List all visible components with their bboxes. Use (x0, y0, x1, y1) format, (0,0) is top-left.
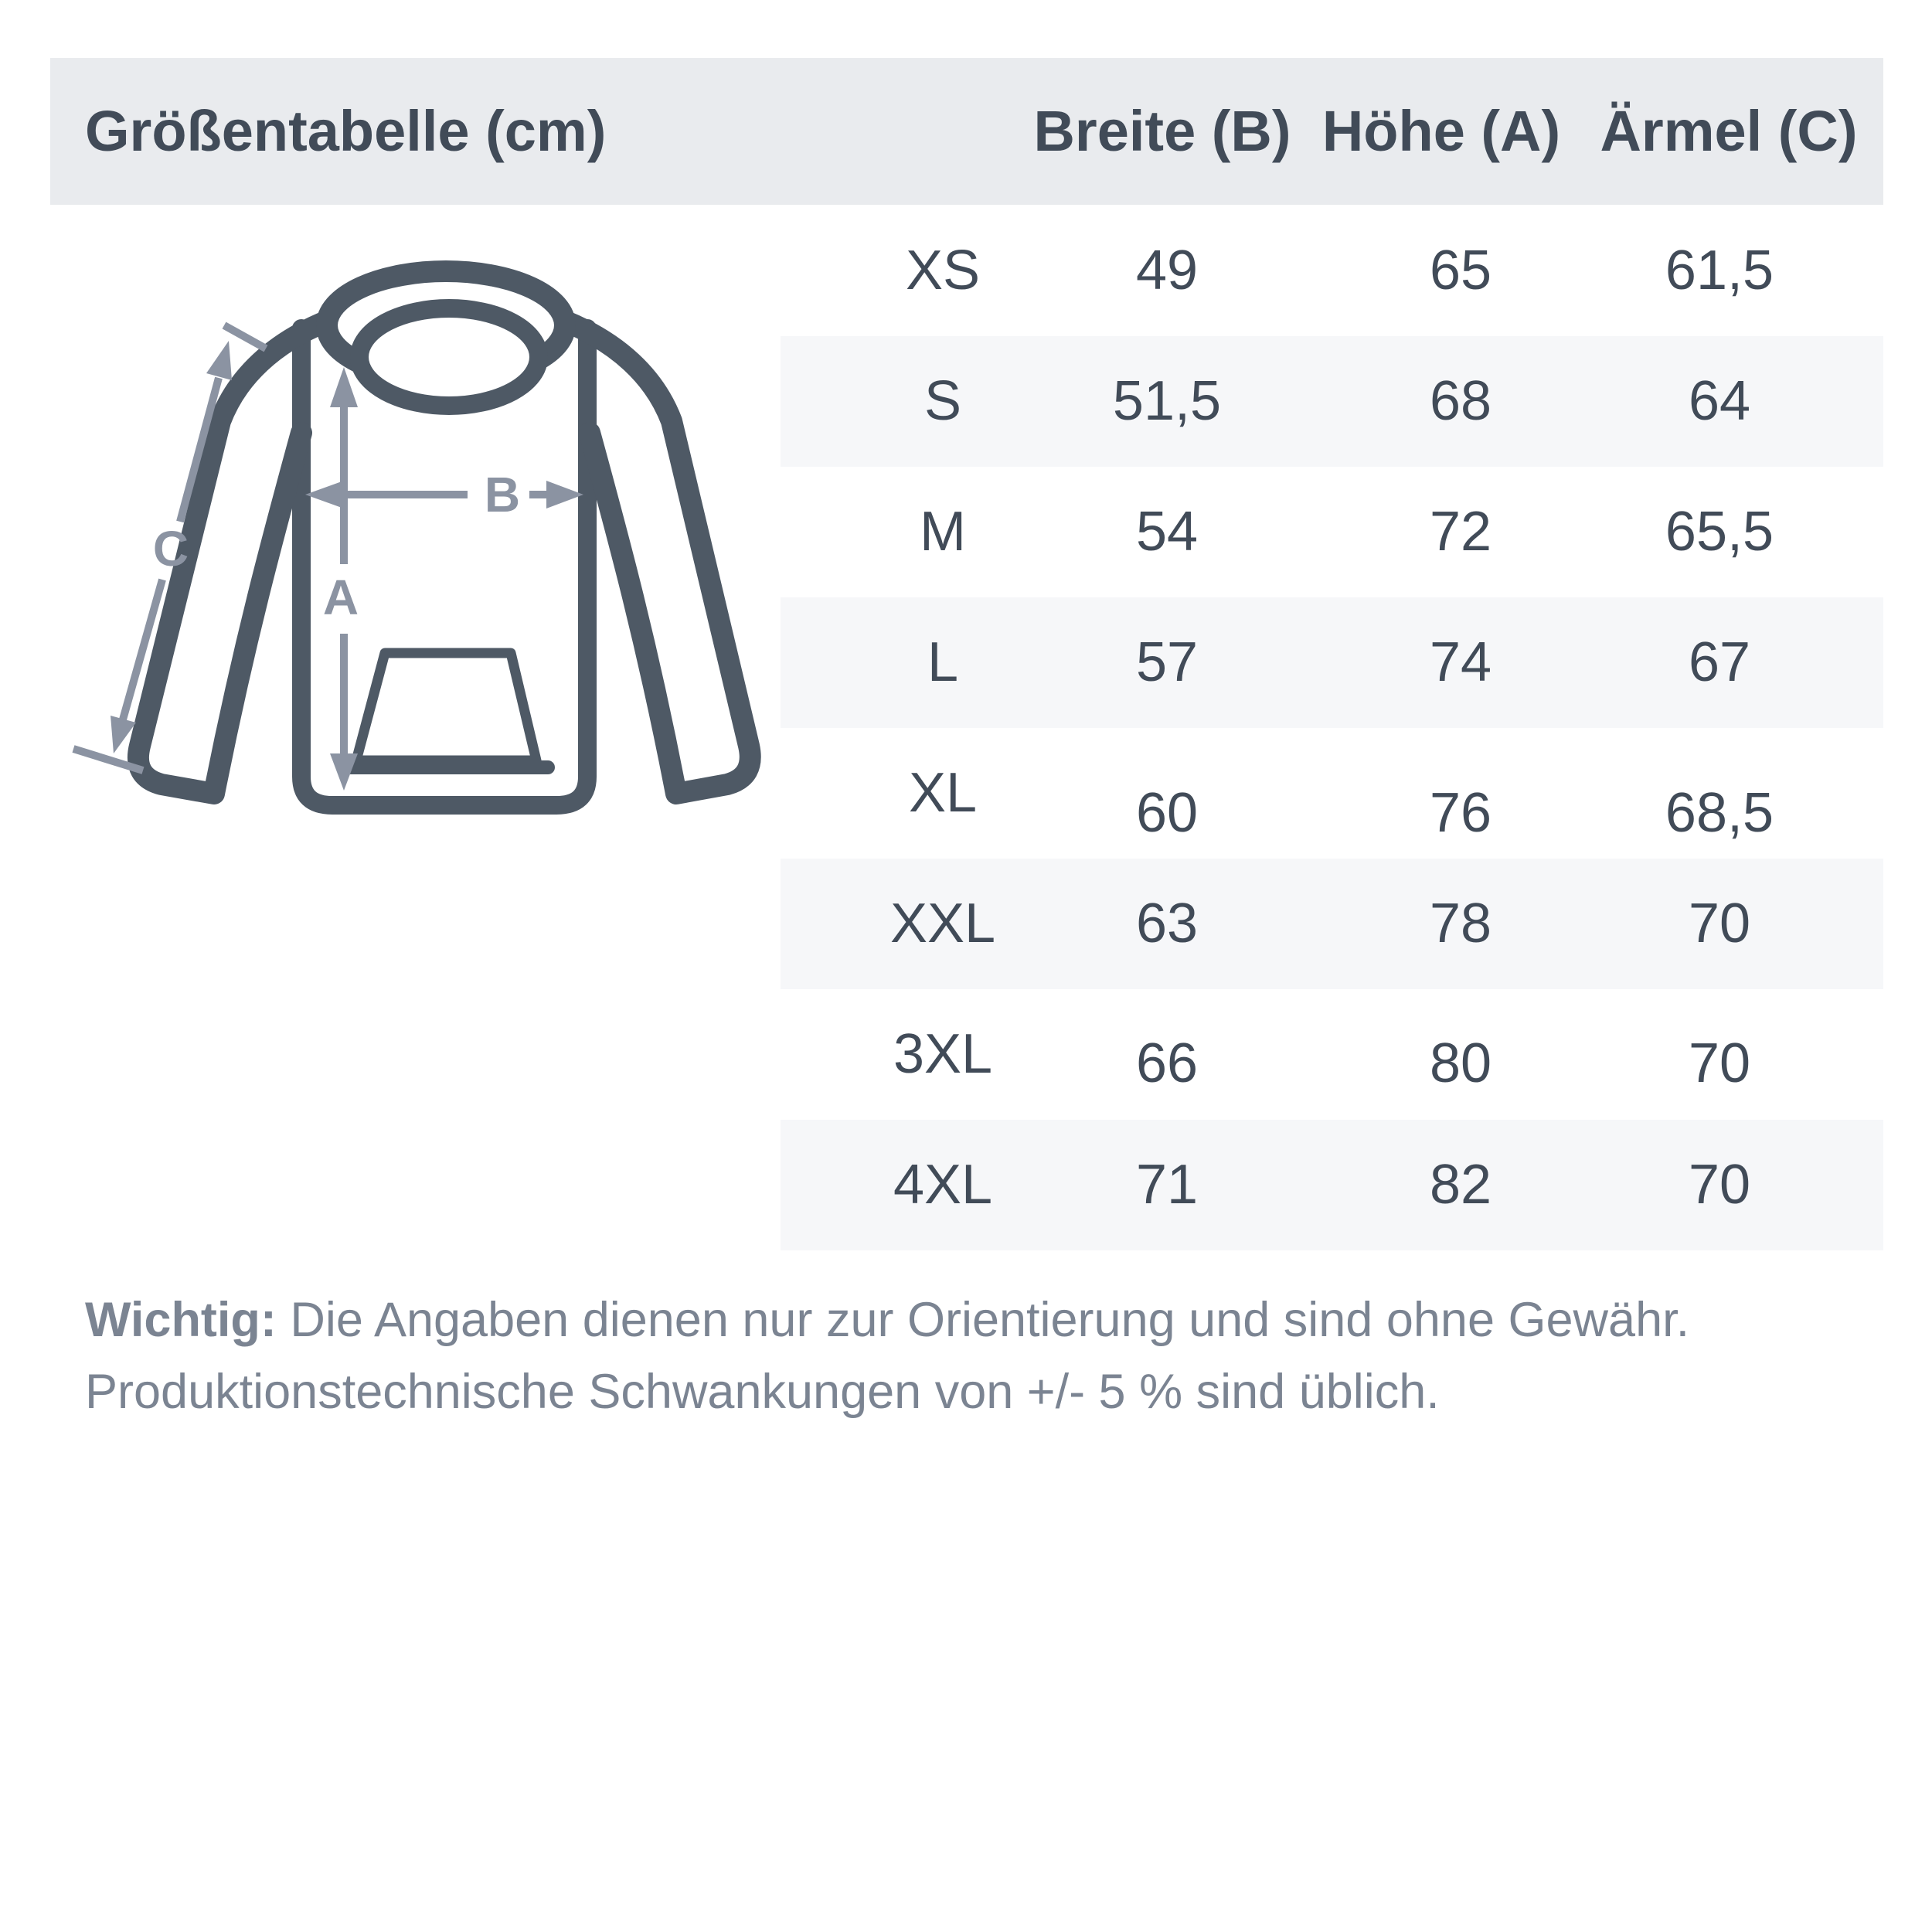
aermel-cell: 68,5 (1665, 782, 1774, 844)
aermel-cell: 70 (1688, 1154, 1751, 1216)
disclaimer-line-2: Produktionstechnische Schwankungen von +/- 5 % sind üblich. (85, 1365, 1440, 1419)
size-cell: XS (905, 240, 981, 301)
aermel-cell: 70 (1688, 1032, 1751, 1094)
arrow-b-right (546, 481, 583, 509)
aermel-cell: 70 (1688, 893, 1751, 954)
label-b: B (484, 467, 521, 522)
aermel-cell: 65,5 (1665, 501, 1774, 563)
disclaimer-line-1 (85, 1284, 1862, 1356)
hood-inner-ring (359, 308, 539, 406)
page-title: Größentabelle (cm) (85, 99, 607, 163)
breite-cell: 49 (1135, 240, 1199, 301)
hoehe-cell: 74 (1429, 631, 1492, 693)
column-header-hoehe: Höhe (A) (1321, 99, 1561, 163)
breite-cell: 66 (1135, 1032, 1199, 1094)
size-cell: 3XL (893, 1023, 993, 1085)
hoodie-pocket (356, 653, 536, 760)
size-cell: L (927, 631, 959, 693)
breite-cell: 54 (1135, 501, 1199, 563)
table-row (781, 728, 1883, 859)
table-row (781, 467, 1883, 597)
hoehe-cell: 65 (1429, 240, 1492, 301)
size-cell: S (923, 370, 962, 432)
c-top-tick (224, 325, 266, 349)
breite-cell: 60 (1135, 782, 1199, 844)
hoehe-cell: 72 (1429, 501, 1492, 563)
aermel-cell: 64 (1688, 370, 1751, 432)
table-row (781, 597, 1883, 728)
arrow-b-left (305, 481, 344, 509)
size-cell: XXL (889, 893, 996, 954)
disclaimer-prefix: Wichtig: (85, 1293, 277, 1347)
table-header-bar (50, 58, 1883, 205)
size-cell: 4XL (893, 1154, 993, 1216)
breite-cell: 51,5 (1112, 370, 1222, 432)
table-row (781, 859, 1883, 989)
column-header-aermel: Ärmel (C) (1600, 99, 1858, 163)
label-c: C (152, 521, 189, 577)
disclaimer-text: Die Angaben dienen nur zur Orientierung und sind ohne Gewähr. (276, 1293, 1690, 1347)
table-row (781, 989, 1883, 1120)
hoehe-cell: 76 (1429, 782, 1492, 844)
breite-cell: 57 (1135, 631, 1199, 693)
breite-cell: 71 (1135, 1154, 1199, 1216)
aermel-cell: 67 (1688, 631, 1751, 693)
hoehe-cell: 78 (1429, 893, 1492, 954)
hoodie-diagram (66, 213, 800, 923)
arrow-a-up (330, 367, 358, 407)
table-row (781, 336, 1883, 467)
hoehe-cell: 82 (1429, 1154, 1492, 1216)
disclaimer-note (85, 1284, 1862, 1428)
aermel-cell: 61,5 (1665, 240, 1774, 301)
table-row (781, 1120, 1883, 1250)
column-header-breite: Breite (B) (1033, 99, 1291, 163)
size-table (781, 206, 1883, 1250)
size-cell: XL (908, 762, 978, 824)
size-cell: M (920, 501, 966, 563)
table-row (781, 206, 1883, 336)
hoehe-cell: 68 (1429, 370, 1492, 432)
arrow-c-up (206, 341, 232, 380)
breite-cell: 63 (1135, 893, 1199, 954)
hoehe-cell: 80 (1429, 1032, 1492, 1094)
label-a: A (322, 570, 359, 625)
